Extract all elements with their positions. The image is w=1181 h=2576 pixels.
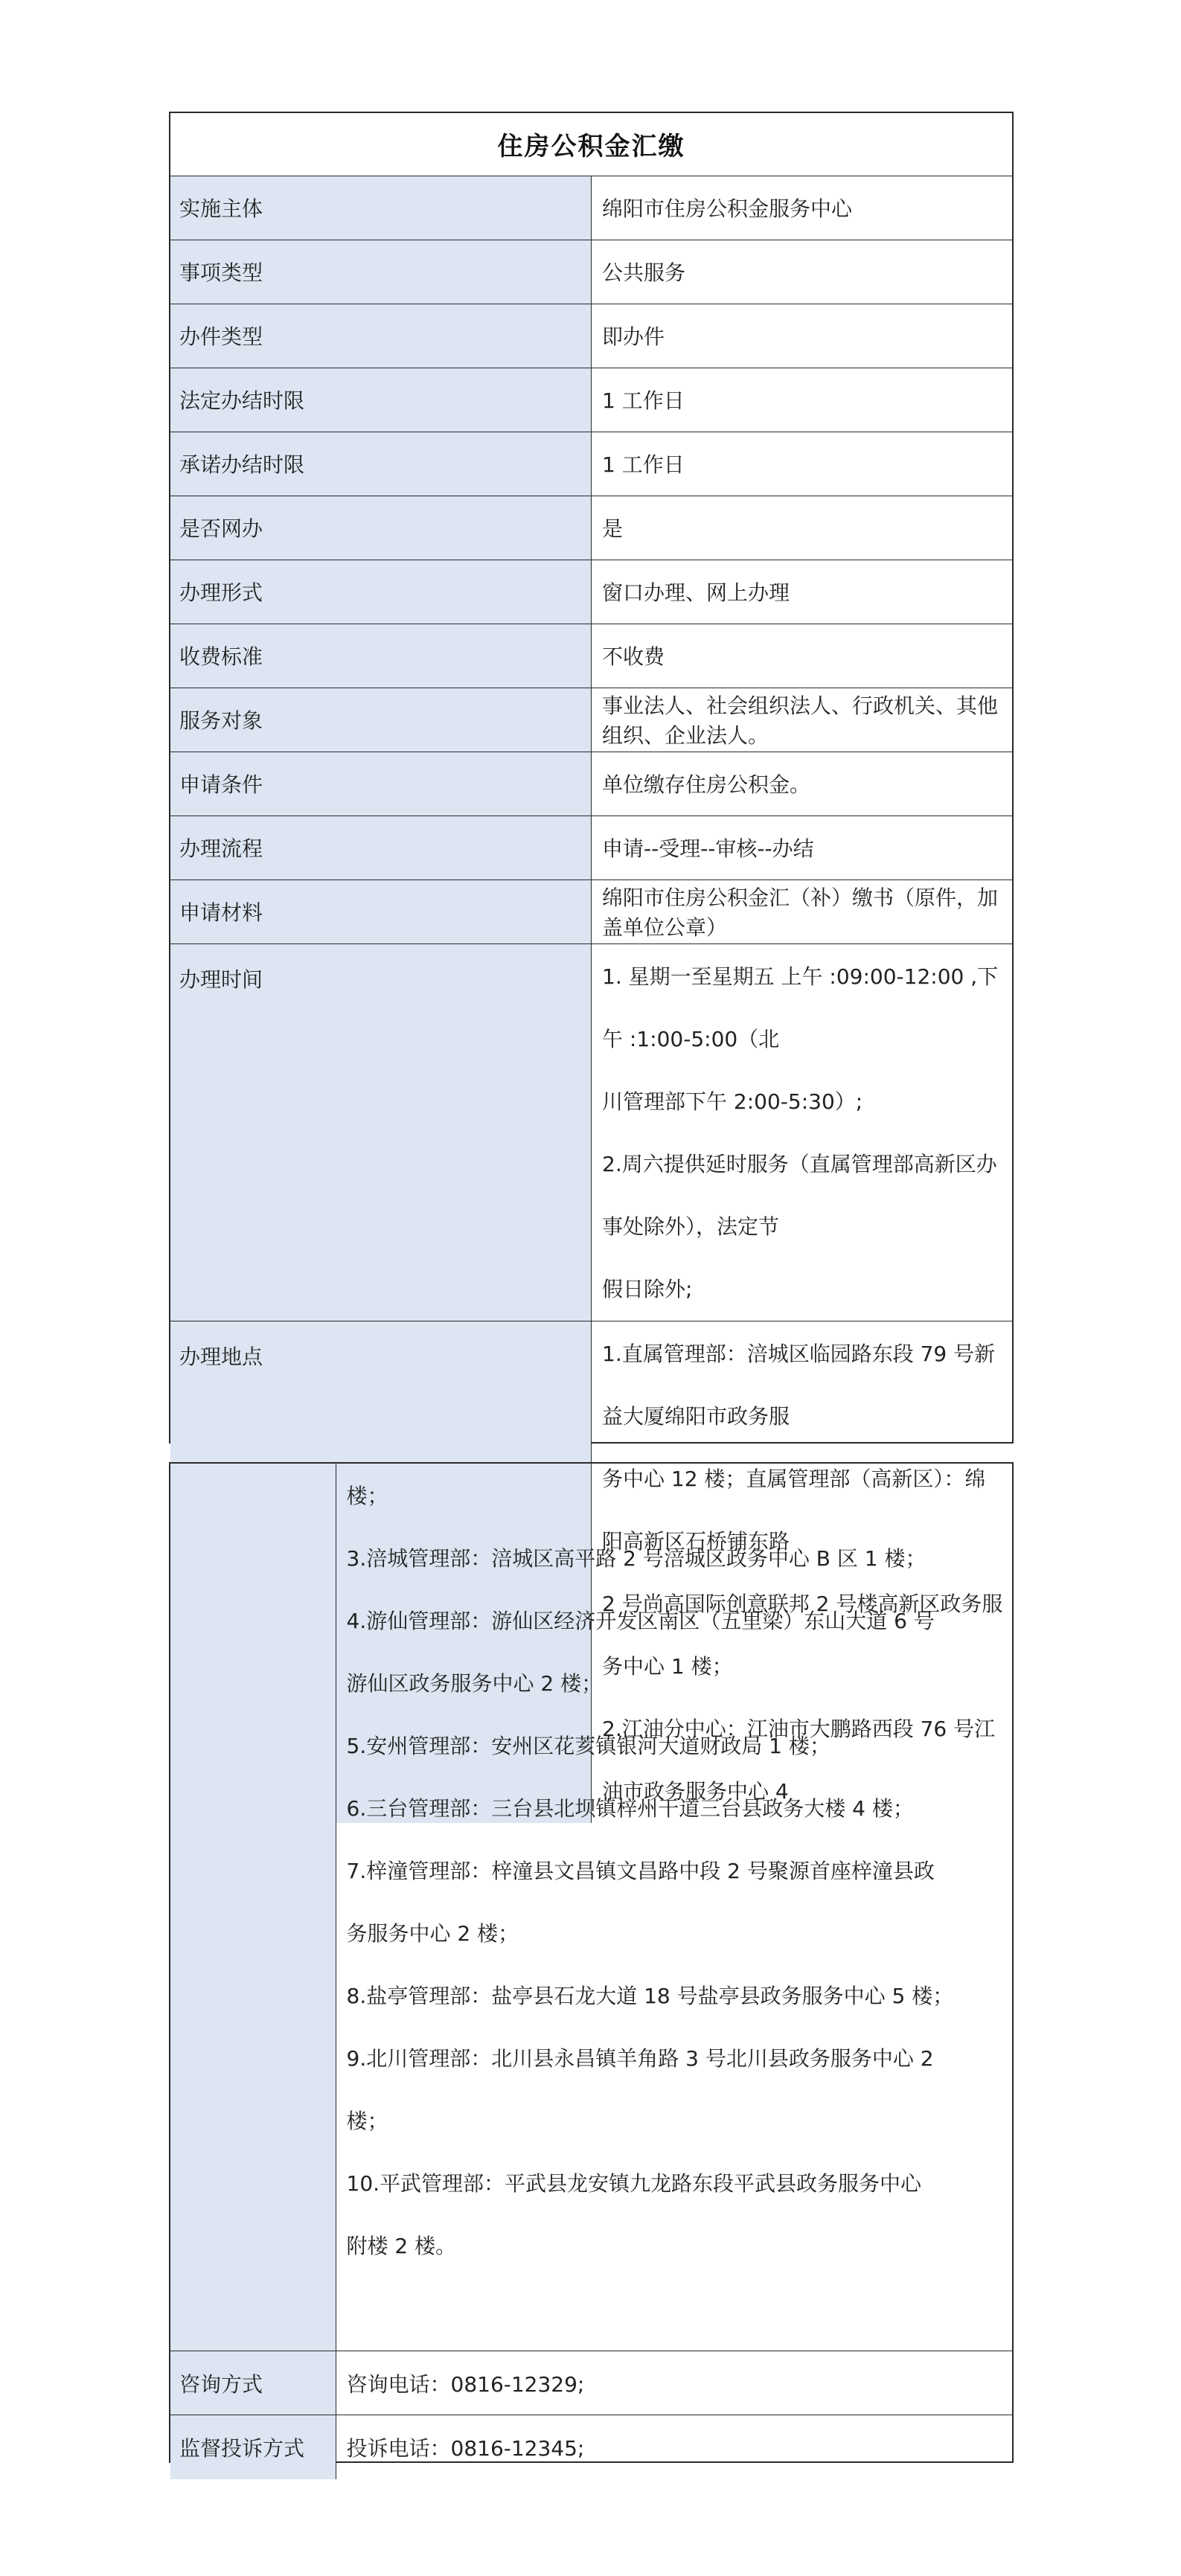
row-label-promised-time-limit: 承诺办结时限 xyxy=(170,432,592,496)
table-row xyxy=(170,432,1012,496)
row-value-materials: 绵阳市住房公积金汇（补）缴书（原件，加盖单位公章） xyxy=(592,880,1013,943)
table-row xyxy=(170,2351,1012,2415)
location-line: 4.游仙管理部：游仙区经济开发区南区（五里梁）东山大道 6 号 xyxy=(346,1609,935,1633)
office-hours-line: 2.周六提供延时服务（直属管理部高新区办事处除外），法定节 xyxy=(602,1151,997,1239)
row-label-office-hours: 办理时间 xyxy=(170,943,592,1321)
location-line: 附楼 2 楼。 xyxy=(346,2234,457,2258)
table-row xyxy=(170,2415,1012,2479)
location-line: 7.梓潼管理部：梓潼县文昌镇文昌路中段 2 号聚源首座梓潼县政 xyxy=(346,1859,935,1883)
table-row xyxy=(170,176,1012,240)
service-table-part-2 xyxy=(169,1462,1014,2463)
blank-space xyxy=(347,2278,1004,2351)
row-value-service-target: 事业法人、社会组织法人、行政机关、其他组织、企业法人。 xyxy=(592,688,1013,752)
location-line: 2.江油分中心：江油市大鹏路西段 76 号江油市政务服务中心 4 xyxy=(602,1716,996,1804)
row-value-implementing-body: 绵阳市住房公积金服务中心 xyxy=(592,176,1013,240)
table-row xyxy=(170,816,1012,880)
table-title: 住房公积金汇缴 xyxy=(170,113,1012,176)
row-value-contact: 咨询电话：0816-12329; xyxy=(336,2351,1012,2415)
row-value-conditions: 单位缴存住房公积金。 xyxy=(592,752,1013,816)
row-label-materials: 申请材料 xyxy=(170,880,592,943)
row-value-process: 申请--受理--审核--办结 xyxy=(592,816,1013,880)
location-line: 10.平武管理部：平武县龙安镇九龙路东段平武县政务服务中心 xyxy=(346,2171,922,2196)
row-label-legal-time-limit: 法定办结时限 xyxy=(170,368,592,432)
location-line: 6.三台管理部：三台县北坝镇梓州干道三台县政务大楼 4 楼； xyxy=(346,1796,914,1821)
location-line: 楼； xyxy=(346,2109,388,2133)
row-value-case-type: 即办件 xyxy=(592,304,1013,368)
row-label-online: 是否网办 xyxy=(170,496,592,560)
table-row xyxy=(170,688,1012,752)
row-value-promised-time-limit: 1 工作日 xyxy=(592,432,1013,496)
row-label-locations-continued xyxy=(170,1464,336,2351)
location-line: 5.安州管理部：安州区花荄镇银河大道财政局 1 楼； xyxy=(346,1734,830,1758)
row-label-case-type: 办件类型 xyxy=(170,304,592,368)
location-line: 务中心 12 楼；直属管理部（高新区）：绵阳高新区石桥铺东路 xyxy=(602,1466,986,1554)
table-row xyxy=(170,496,1012,560)
row-label-item-type: 事项类型 xyxy=(170,240,592,304)
row-value-handling-form: 窗口办理、网上办理 xyxy=(592,560,1013,624)
row-label-contact: 咨询方式 xyxy=(170,2351,336,2415)
service-info-table-continued xyxy=(170,1464,1012,2479)
location-line: 务服务中心 2 楼； xyxy=(346,1921,519,1946)
table-row xyxy=(170,624,1012,688)
office-hours-line: 川管理部下午 2:00-5:30）; xyxy=(602,1089,863,1114)
location-line: 游仙区政务服务中心 2 楼； xyxy=(346,1671,603,1696)
row-label-process: 办理流程 xyxy=(170,816,592,880)
table-row xyxy=(170,943,1012,1321)
row-value-item-type: 公共服务 xyxy=(592,240,1013,304)
location-line: 8.盐亭管理部：盐亭县石龙大道 18 号盐亭县政务服务中心 5 楼； xyxy=(346,1984,954,2008)
row-value-online: 是 xyxy=(592,496,1013,560)
location-line: 1.直属管理部：涪城区临园路东段 79 号新益大厦绵阳市政务服 xyxy=(602,1341,996,1429)
row-value-fee-standard: 不收费 xyxy=(592,624,1013,688)
row-label-fee-standard: 收费标准 xyxy=(170,624,592,688)
table-row xyxy=(170,240,1012,304)
office-hours-line: 1. 星期一至星期五 上午 :09:00-12:00 ,下午 :1:00-5:00（北 xyxy=(602,964,999,1051)
row-value-office-hours xyxy=(592,943,1013,1321)
location-line: 2 号尚高国际创意联邦 2 号楼高新区政务服务中心 1 楼； xyxy=(602,1591,1003,1679)
row-value-legal-time-limit: 1 工作日 xyxy=(592,368,1013,432)
table-row xyxy=(170,304,1012,368)
table-row xyxy=(170,1464,1012,2351)
location-line: 9.北川管理部：北川县永昌镇羊角路 3 号北川县政务服务中心 2 xyxy=(346,2046,934,2071)
row-label-handling-form: 办理形式 xyxy=(170,560,592,624)
row-value-locations-part-2 xyxy=(336,1464,1012,2351)
row-label-implementing-body: 实施主体 xyxy=(170,176,592,240)
row-label-locations: 办理地点 xyxy=(170,1321,592,1823)
row-value-complaint: 投诉电话：0816-12345; xyxy=(336,2415,1012,2479)
office-hours-line: 假日除外; xyxy=(602,1276,693,1301)
row-label-service-target: 服务对象 xyxy=(170,688,592,752)
location-line: 楼； xyxy=(346,1484,388,1508)
row-label-conditions: 申请条件 xyxy=(170,752,592,816)
location-line: 3.涪城管理部：涪城区高平路 2 号涪城区政务中心 B 区 1 楼； xyxy=(346,1546,926,1571)
table-row xyxy=(170,560,1012,624)
row-label-complaint: 监督投诉方式 xyxy=(170,2415,336,2479)
table-row xyxy=(170,880,1012,943)
table-row xyxy=(170,368,1012,432)
table-row xyxy=(170,752,1012,816)
